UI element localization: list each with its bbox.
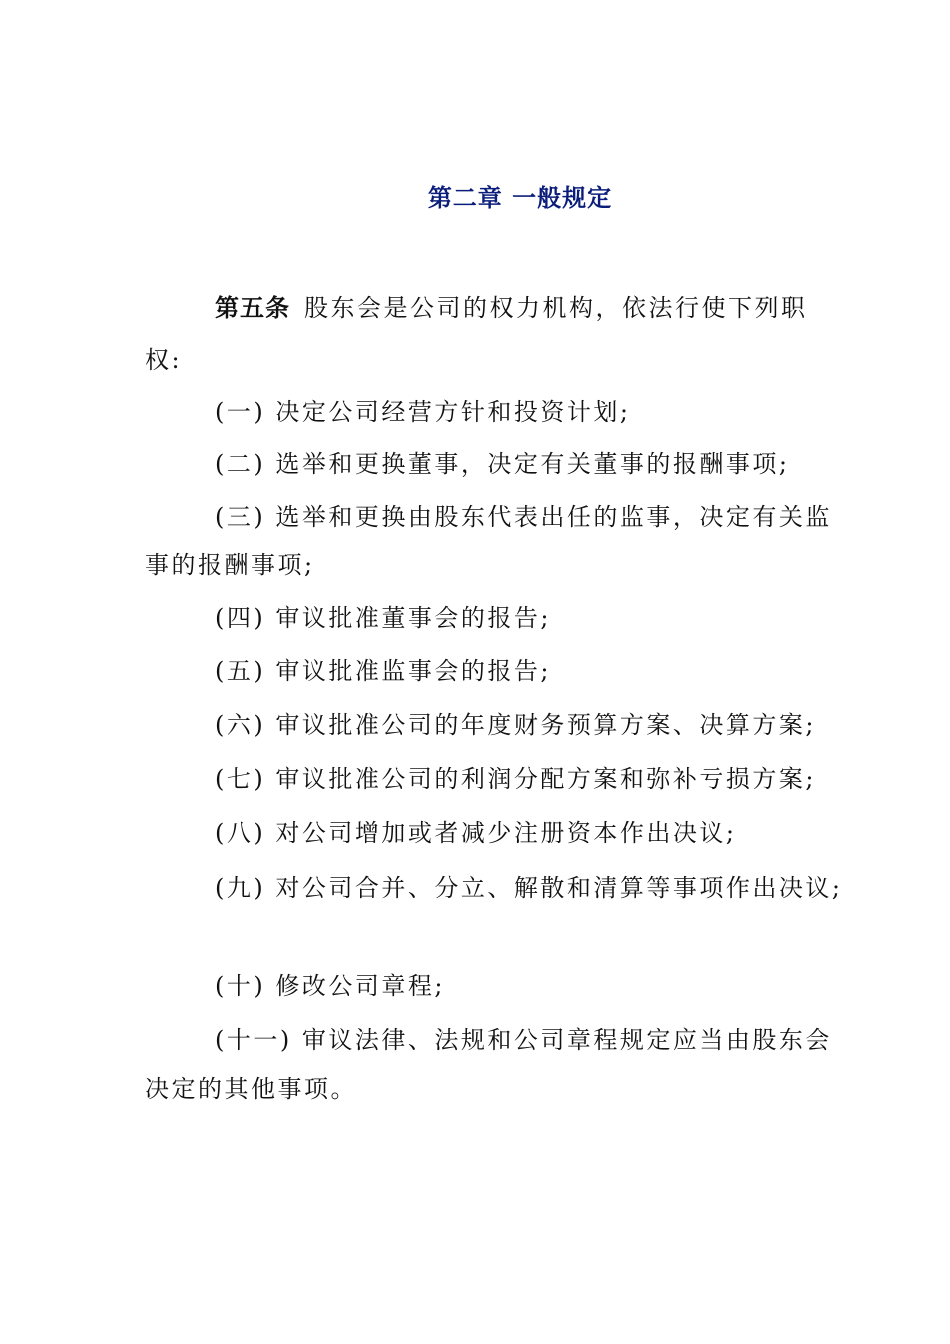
list-item-7: (七) 审议批准公司的利润分配方案和弥补亏损方案; xyxy=(215,765,816,793)
list-item-10: (十) 修改公司章程; xyxy=(215,972,445,1000)
list-item-8: (八) 对公司增加或者减少注册资本作出决议; xyxy=(215,819,737,847)
list-item-11-line-1: (十一) 审议法律、法规和公司章程规定应当由股东会 xyxy=(215,1026,832,1054)
list-item-11-line-2: 决定的其他事项。 xyxy=(145,1075,357,1103)
list-item-1: (一) 决定公司经营方针和投资计划; xyxy=(215,398,631,426)
list-item-6: (六) 审议批准公司的年度财务预算方案、决算方案; xyxy=(215,711,816,739)
article-text-line-2: 权: xyxy=(145,346,183,374)
list-item-9: (九) 对公司合并、分立、解散和清算等事项作出决议; xyxy=(215,874,843,902)
article-text-line-1: 股东会是公司的权力机构，依法行使下列职 xyxy=(304,294,808,322)
chapter-title: 第二章 一般规定 xyxy=(427,184,613,212)
list-item-2: (二) 选举和更换董事，决定有关董事的报酬事项; xyxy=(215,450,790,478)
list-item-5: (五) 审议批准监事会的报告; xyxy=(215,657,551,685)
article-5-line-1 xyxy=(215,288,808,323)
list-item-3-line-2: 事的报酬事项; xyxy=(145,551,315,579)
list-item-4: (四) 审议批准董事会的报告; xyxy=(215,604,551,632)
article-label: 第五条 xyxy=(215,294,290,322)
list-item-3-line-1: (三) 选举和更换由股东代表出任的监事，决定有关监 xyxy=(215,503,832,531)
